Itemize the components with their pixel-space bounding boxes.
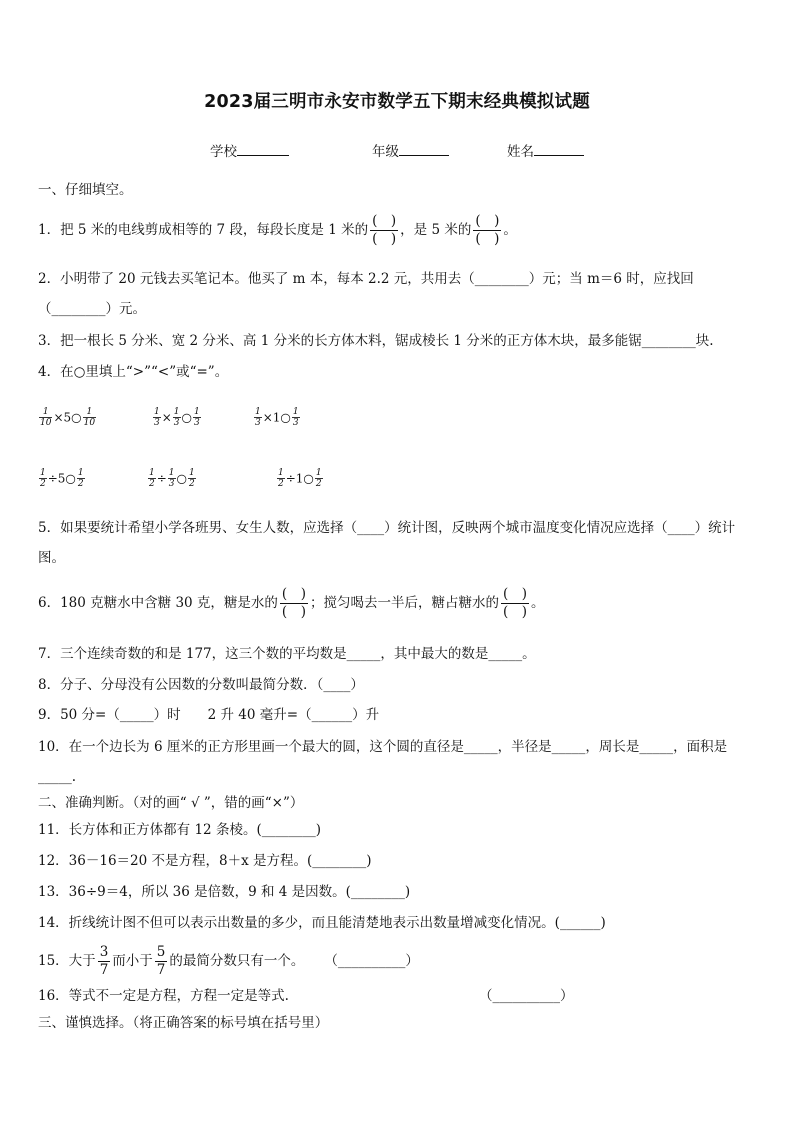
question-15: 15．大于 $\frac{3}{7}$ 而小于 $\frac{5}{7}$ 的最简分数只有一个。 （__________） [38,944,419,978]
name-label: 姓名 [507,144,534,160]
grade-label: 年级 [372,144,399,160]
school-blank[interactable] [237,141,289,156]
question-2-line-1: 2．小明带了 20 元钱去买笔记本。他买了 m 本，每本 2.2 元，共用去（________）元；当 m＝6 时，应找回 [38,271,694,287]
question-10-line-2: _____. [38,769,77,785]
section-2-heading: 二、准确判断。（对的画“ √ ”，错的画“×”） [38,795,304,811]
compare-item[interactable]: $\frac{1}{3}$ × $\frac{1}{3}$ ○ $\frac{1}{3}$ [154,407,200,428]
question-13: 13．36÷9＝4，所以 36 是倍数，9 和 4 是因数。(________) [38,884,411,900]
question-6: 6．180 克糖水中含糖 30 克，糖是水的 $\frac{( )}{( )}$ ；搅匀喝去一半后，糖占糖水的 $\frac{( )}{( )}$ 。 [38,586,545,620]
fraction-blank[interactable]: $\frac{( )}{( )}$ [502,586,528,620]
compare-item[interactable]: $\frac{1}{2}$ ÷ $\frac{1}{3}$ ○ $\frac{1}{2}$ [149,468,195,489]
question-8: 8．分子、分母没有公因数的分数叫最简分数．（____） [38,677,364,693]
fraction: $\frac{5}{7}$ [156,944,166,978]
question-14: 14．折线统计图不但可以表示出数量的多少，而且能清楚地表示出数量增减变化情况。(______) [38,915,606,931]
compare-item[interactable]: $\frac{1}{2}$ ÷5○ $\frac{1}{2}$ [40,468,84,489]
page-title: 2023届三明市永安市数学五下期末经典模拟试题 [204,92,590,112]
question-10-line-1: 10．在一个边长为 6 厘米的正方形里画一个最大的圆，这个圆的直径是_____，半径是_____，周长是_____，面积是 [38,739,728,755]
answer-blank[interactable]: （__________） [324,953,419,969]
compare-item[interactable]: $\frac{1}{10}$ ×5○ $\frac{1}{10}$ [40,407,96,428]
grade-field [372,140,449,160]
name-field [507,140,584,160]
name-blank[interactable] [534,141,584,156]
school-field [210,140,289,160]
question-4: 4．在○里填上“>”“<”或“=”。 [38,364,229,380]
section-1-heading: 一、仔细填空。 [38,182,133,198]
question-5-line-2: 图。 [38,550,65,566]
section-3-heading: 三、谨慎选择。（将正确答案的标号填在括号里） [38,1015,329,1031]
fraction: $\frac{3}{7}$ [99,944,109,978]
question-3: 3．把一根长 5 分米、宽 2 分米、高 1 分米的长方体木料，锯成棱长 1 分米的正方体木块，最多能锯________块. [38,333,714,349]
compare-item[interactable]: $\frac{1}{2}$ ÷1○ $\frac{1}{2}$ [278,468,322,489]
school-label: 学校 [210,144,237,160]
question-7: 7．三个连续奇数的和是 177，这三个数的平均数是_____，其中最大的数是_____。 [38,646,536,662]
fraction-blank[interactable]: $\frac{( )}{( )}$ [475,213,500,247]
question-2-line-2: （________）元。 [38,301,146,317]
answer-blank[interactable]: （__________） [479,988,574,1004]
compare-item[interactable]: $\frac{1}{3}$ ×1○ $\frac{1}{3}$ [255,407,299,428]
question-12: 12．36－16＝20 不是方程，8＋x 是方程。(________) [38,853,372,869]
grade-blank[interactable] [399,141,449,156]
fraction-blank[interactable]: $\frac{( )}{( )}$ [281,586,306,620]
question-1: 1．把 5 米的电线剪成相等的 7 段，每段长度是 1 米的 $\frac{( )}{( )}$ ，是 5 米的 $\frac{( )}{( )}$ 。 [38,213,517,247]
question-16: 16．等式不一定是方程，方程一定是等式. （__________） [38,988,574,1004]
question-9: 9．50 分=（_____）时 2 升 40 毫升=（______）升 [38,707,380,723]
question-5-line-1: 5．如果要统计希望小学各班男、女生人数，应选择（____）统计图，反映两个城市温度变化情况应选择（____）统计 [38,520,736,536]
question-11: 11．长方体和正方体都有 12 条棱。(________) [38,822,321,838]
fraction-blank[interactable]: $\frac{( )}{( )}$ [372,213,397,247]
